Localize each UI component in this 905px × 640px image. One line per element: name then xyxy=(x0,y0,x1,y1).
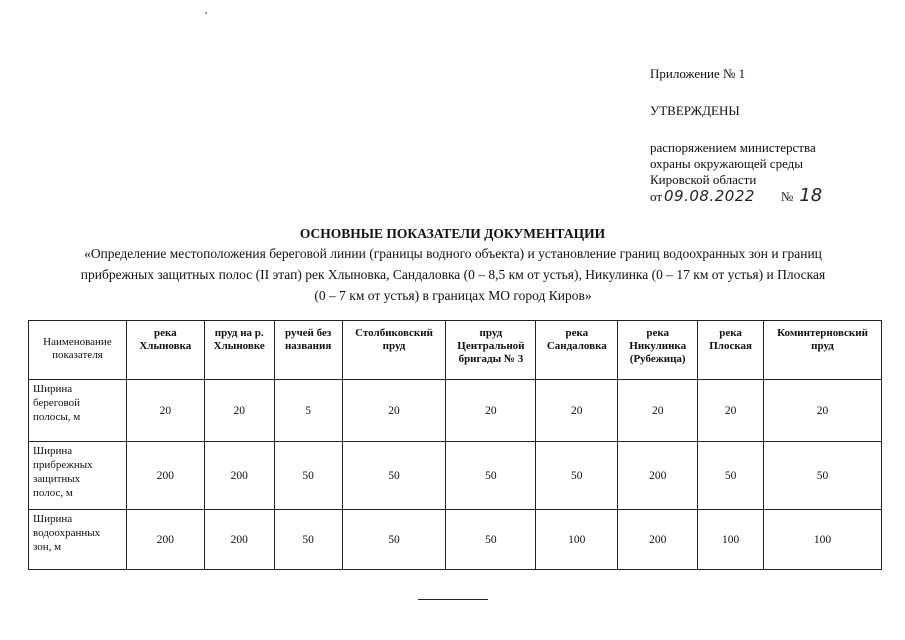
table-cell: 20 xyxy=(698,380,764,442)
table-cell: 100 xyxy=(764,510,882,570)
header-line: река xyxy=(646,327,670,339)
header-line: Плоская xyxy=(709,340,752,352)
row-label-line: Ширина xyxy=(33,445,73,457)
table-cell: 50 xyxy=(274,510,342,570)
table-cell: 20 xyxy=(618,380,698,442)
table-row xyxy=(29,380,882,442)
table-cell: 50 xyxy=(342,510,446,570)
subtitle-line: (0 – 7 км от устья) в границах МО город Киров» xyxy=(314,288,592,303)
table-cell: 5 xyxy=(274,380,342,442)
header-cell xyxy=(764,321,882,380)
header-line: названия xyxy=(284,340,332,352)
header-line: Никулинка xyxy=(629,340,687,352)
row-label-line: прибрежных xyxy=(33,459,93,471)
appendix-label: Приложение № 1 xyxy=(650,66,746,81)
header-line: пруд xyxy=(479,327,503,339)
handwritten-number: 18 xyxy=(799,185,823,206)
header-cell xyxy=(274,321,342,380)
table-cell: 50 xyxy=(446,442,536,510)
table-cell: 200 xyxy=(618,510,698,570)
table-cell: 20 xyxy=(342,380,446,442)
table-row xyxy=(29,510,882,570)
header-line: река xyxy=(153,327,177,339)
header-line: Коминтерновский xyxy=(777,327,868,339)
row-label-line: водоохранных xyxy=(33,527,101,539)
row-label xyxy=(29,380,127,442)
handwritten-date: 09.08.2022 xyxy=(664,187,755,205)
header-cell xyxy=(698,321,764,380)
header-line: Столбиковский xyxy=(355,327,433,339)
header-line: ручей без xyxy=(284,327,332,339)
header-line: Центральной xyxy=(457,340,525,352)
header-cell-indicator xyxy=(29,321,127,380)
table-cell: 200 xyxy=(126,442,204,510)
approved-label: УТВЕРЖДЕНЫ xyxy=(650,103,740,118)
header-cell xyxy=(126,321,204,380)
document-subtitle xyxy=(38,243,868,306)
table-cell: 200 xyxy=(126,510,204,570)
number-label: № xyxy=(780,189,794,204)
header-line: Хлыновке xyxy=(213,340,265,352)
header-line: река xyxy=(565,327,589,339)
table-cell: 200 xyxy=(618,442,698,510)
order-line-1: распоряжением министерства xyxy=(650,140,816,155)
header-line: Сандаловка xyxy=(546,340,607,352)
table-cell: 50 xyxy=(274,442,342,510)
header-line: показателя xyxy=(52,349,103,361)
table-cell: 20 xyxy=(446,380,536,442)
table-row xyxy=(29,442,882,510)
header-line: бригады № 3 xyxy=(458,353,524,365)
header-cell xyxy=(446,321,536,380)
table-cell: 200 xyxy=(204,510,274,570)
scan-speck xyxy=(205,12,207,14)
table-cell: 20 xyxy=(204,380,274,442)
table-header-row xyxy=(29,321,882,380)
table-cell: 20 xyxy=(764,380,882,442)
row-label-line: береговой xyxy=(33,397,80,409)
table-cell: 50 xyxy=(698,442,764,510)
header-cell xyxy=(618,321,698,380)
row-label xyxy=(29,510,127,570)
document-title: ОСНОВНЫЕ ПОКАЗАТЕЛИ ДОКУМЕНТАЦИИ xyxy=(299,226,606,241)
table-cell: 20 xyxy=(536,380,618,442)
row-label-line: зон, м xyxy=(33,541,62,553)
order-date-line xyxy=(650,185,823,206)
order-line-2: охраны окружающей среды xyxy=(650,156,804,171)
row-label-line: защитных xyxy=(33,473,81,485)
subtitle-line: прибрежных защитных полос (II этап) рек Хлыновка, Сандаловка (0 – 8,5 км от устья), Никулинка (0 – 17 км от устья) и Плоская xyxy=(80,267,826,282)
order-line-3: Кировской области xyxy=(650,172,757,187)
table-cell: 50 xyxy=(536,442,618,510)
approval-block xyxy=(650,66,822,205)
row-label-line: полосы, м xyxy=(33,411,81,423)
row-label-line: полос, м xyxy=(33,487,73,499)
row-label xyxy=(29,442,127,510)
header-cell xyxy=(204,321,274,380)
table-cell: 50 xyxy=(342,442,446,510)
table-cell: 50 xyxy=(764,442,882,510)
header-line: пруд xyxy=(811,340,834,352)
header-line: Наименование xyxy=(43,336,112,348)
date-prefix: от xyxy=(650,189,663,204)
indicators-table xyxy=(28,320,882,570)
table-cell: 50 xyxy=(446,510,536,570)
row-label-line: Ширина xyxy=(33,513,73,525)
header-line: пруд на р. xyxy=(214,327,264,339)
header-line: река xyxy=(719,327,742,339)
subtitle-line: «Определение местоположения береговой линии (границы водного объекта) и установление границ водоохранных зон и границ xyxy=(84,246,822,261)
table-cell: 100 xyxy=(698,510,764,570)
row-label-line: Ширина xyxy=(33,383,73,395)
table-cell: 100 xyxy=(536,510,618,570)
table-cell: 200 xyxy=(204,442,274,510)
header-cell xyxy=(342,321,446,380)
header-line: пруд xyxy=(382,340,406,352)
table-cell: 20 xyxy=(126,380,204,442)
header-line: (Рубежица) xyxy=(629,353,686,365)
footer-rule xyxy=(418,599,488,600)
header-line: Хлыновка xyxy=(139,340,192,352)
header-cell xyxy=(536,321,618,380)
